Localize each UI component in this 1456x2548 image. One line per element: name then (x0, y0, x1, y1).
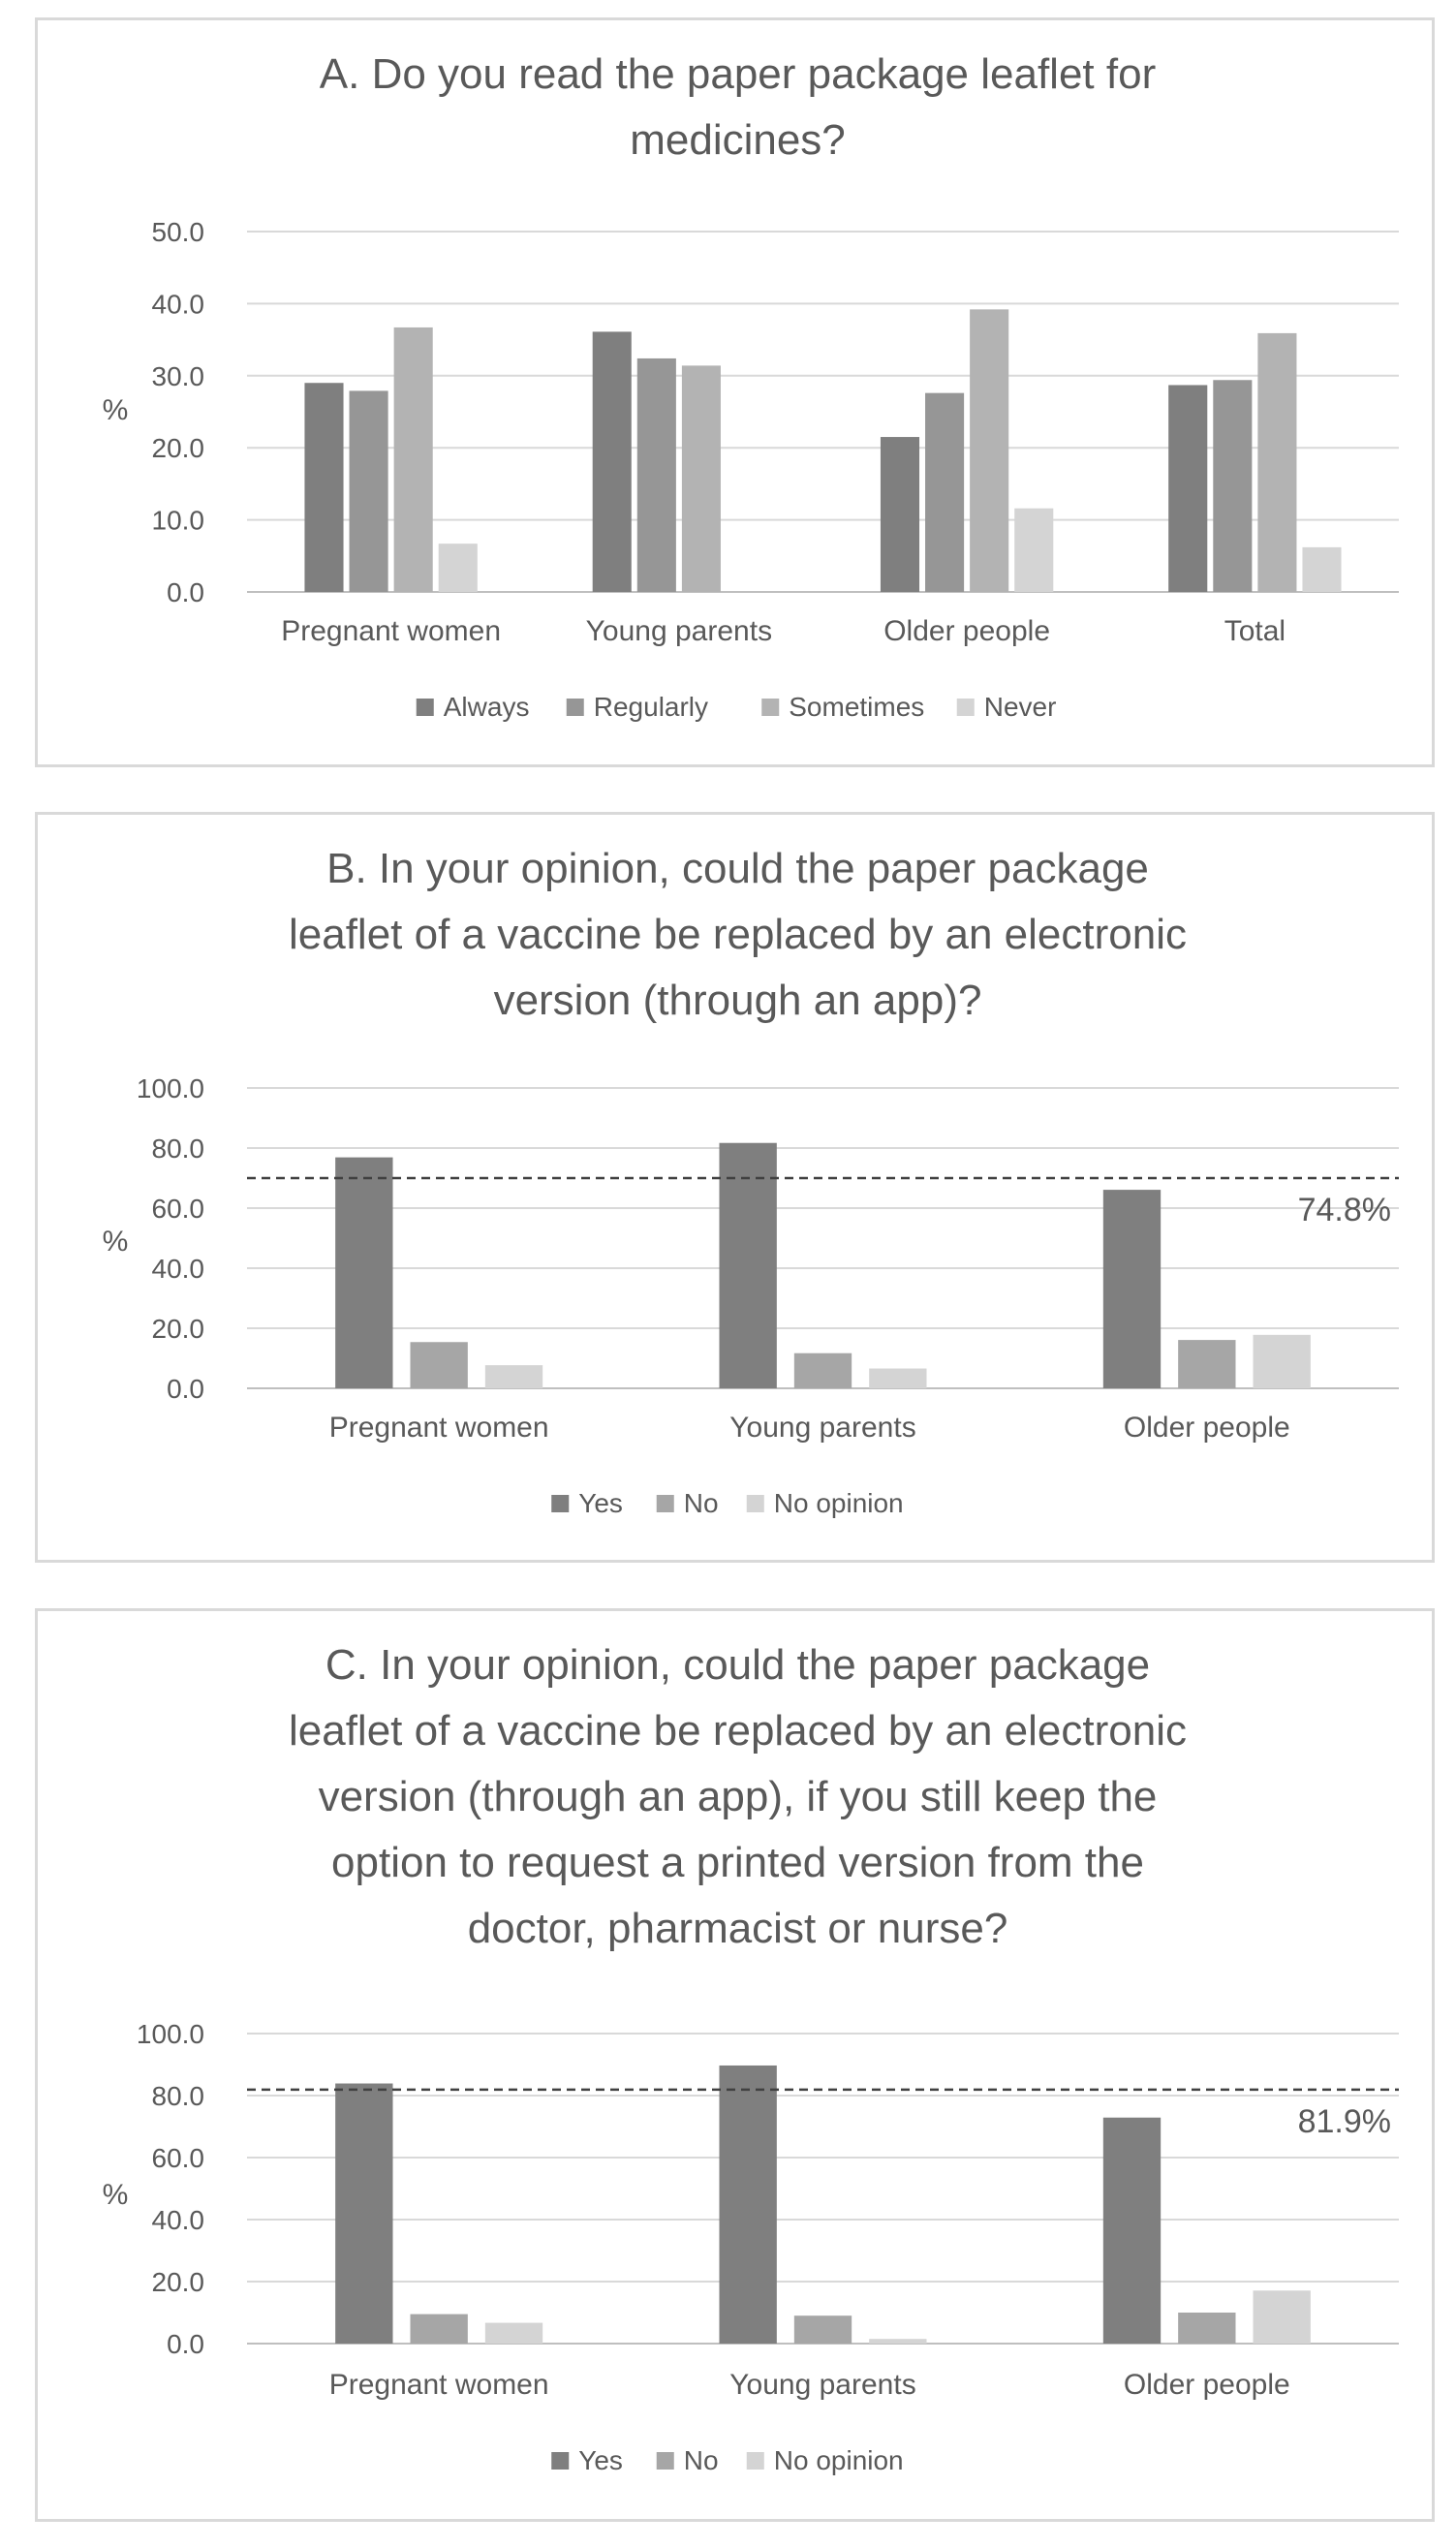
bar-no-opinion (869, 2339, 926, 2344)
x-category-label: Pregnant women (281, 615, 502, 647)
bar-sometimes (394, 327, 433, 592)
bar-regularly (925, 393, 964, 592)
legend-swatch (761, 699, 779, 716)
bar-no (794, 1353, 852, 1388)
chart-title-line: C. In your opinion, could the paper package (325, 1641, 1151, 1689)
bar-sometimes (1257, 333, 1296, 592)
legend-label: No opinion (773, 1488, 904, 1518)
y-tick-label: 80.0 (151, 1134, 204, 1164)
x-category-label: Older people (1123, 2369, 1290, 2401)
x-category-label: Young parents (729, 2369, 916, 2401)
bar-always (1168, 385, 1207, 592)
chart-panel-a (35, 17, 1435, 767)
y-tick-label: 20.0 (151, 1314, 204, 1344)
bar-always (593, 331, 632, 592)
bar-always (881, 437, 919, 592)
x-category-label: Young parents (729, 1412, 916, 1444)
bar-no (410, 1342, 467, 1388)
legend-label: Regularly (593, 692, 709, 722)
y-tick-label: 20.0 (151, 2267, 204, 2297)
y-tick-label: 40.0 (151, 1254, 204, 1284)
legend-swatch (417, 699, 434, 716)
legend-label: No opinion (773, 2445, 904, 2475)
legend-swatch (657, 2452, 674, 2470)
legend-label: No (683, 1488, 719, 1518)
bar-no (1178, 1340, 1235, 1388)
y-axis-label: % (102, 394, 129, 426)
y-tick-label: 0.0 (167, 577, 204, 607)
legend-label: Never (983, 692, 1057, 722)
bar-never (1014, 509, 1053, 592)
chart-title-line: leaflet of a vaccine be replaced by an electronic (288, 1707, 1188, 1755)
bar-regularly (350, 390, 388, 592)
y-tick-label: 0.0 (167, 1374, 204, 1404)
bar-no-opinion (1254, 2290, 1311, 2344)
legend-label: No (683, 2445, 719, 2475)
chart-panel-c (35, 1608, 1435, 2522)
bar-no-opinion (1254, 1335, 1311, 1388)
legend-swatch (551, 2452, 569, 2470)
y-tick-label: 100.0 (136, 2019, 204, 2049)
bar-no (794, 2315, 852, 2344)
chart-title-line: A. Do you read the paper package leaflet for (319, 50, 1157, 98)
bar-no (410, 2315, 467, 2344)
bar-regularly (1213, 380, 1252, 592)
x-category-label: Pregnant women (328, 2369, 549, 2401)
legend-label: Yes (578, 2445, 623, 2475)
x-category-label: Young parents (585, 615, 773, 647)
y-axis-label: % (102, 1226, 129, 1258)
legend-label: Always (443, 692, 530, 722)
y-tick-label: 60.0 (151, 1194, 204, 1224)
y-tick-label: 40.0 (151, 2205, 204, 2235)
y-tick-label: 100.0 (136, 1073, 204, 1103)
y-axis-label: % (102, 2179, 129, 2211)
legend-swatch (747, 1495, 764, 1512)
bar-never (439, 544, 478, 592)
bar-always (304, 383, 343, 592)
bar-no (1178, 2313, 1235, 2344)
legend-swatch (957, 699, 975, 716)
chart-title-line: leaflet of a vaccine be replaced by an electronic (288, 911, 1188, 958)
y-tick-label: 40.0 (151, 289, 204, 320)
bar-regularly (637, 358, 676, 592)
bar-yes (1103, 2118, 1161, 2344)
chart-title-line: B. In your opinion, could the paper package (326, 845, 1149, 892)
bar-no-opinion (485, 1365, 542, 1388)
legend-label: Sometimes (789, 692, 925, 722)
y-tick-label: 0.0 (167, 2329, 204, 2359)
chart-panel-b (35, 812, 1435, 1563)
legend-swatch (657, 1495, 674, 1512)
bar-yes (335, 1158, 392, 1388)
x-category-label: Pregnant women (328, 1412, 549, 1444)
legend-swatch (567, 699, 584, 716)
x-category-label: Older people (1123, 1412, 1290, 1444)
bar-yes (335, 2084, 392, 2344)
chart-title-line: medicines? (630, 116, 846, 164)
bar-yes (719, 1143, 776, 1388)
chart-c (38, 1611, 1438, 2525)
legend-swatch (747, 2452, 764, 2470)
bar-sometimes (970, 309, 1008, 592)
chart-a (38, 20, 1438, 770)
bar-no-opinion (485, 2323, 542, 2344)
chart-title-line: option to request a printed version from the (331, 1839, 1144, 1886)
chart-b (38, 815, 1438, 1566)
x-category-label: Total (1224, 615, 1286, 647)
bar-no-opinion (869, 1369, 926, 1388)
reference-line-label: 74.8% (1297, 1192, 1391, 1228)
bar-yes (719, 2066, 776, 2344)
y-tick-label: 10.0 (151, 505, 204, 536)
bar-sometimes (682, 365, 721, 592)
legend-label: Yes (578, 1488, 623, 1518)
legend-swatch (551, 1495, 569, 1512)
y-tick-label: 20.0 (151, 433, 204, 464)
chart-title-line: version (through an app)? (493, 977, 982, 1024)
bar-never (1302, 547, 1341, 592)
y-tick-label: 30.0 (151, 360, 204, 391)
y-tick-label: 80.0 (151, 2081, 204, 2111)
y-tick-label: 50.0 (151, 217, 204, 247)
x-category-label: Older people (883, 615, 1051, 647)
bar-yes (1103, 1190, 1161, 1388)
chart-title-line: version (through an app), if you still keep the (318, 1773, 1158, 1820)
y-tick-label: 60.0 (151, 2143, 204, 2173)
chart-title-line: doctor, pharmacist or nurse? (467, 1905, 1008, 1952)
reference-line-label: 81.9% (1297, 2102, 1391, 2140)
